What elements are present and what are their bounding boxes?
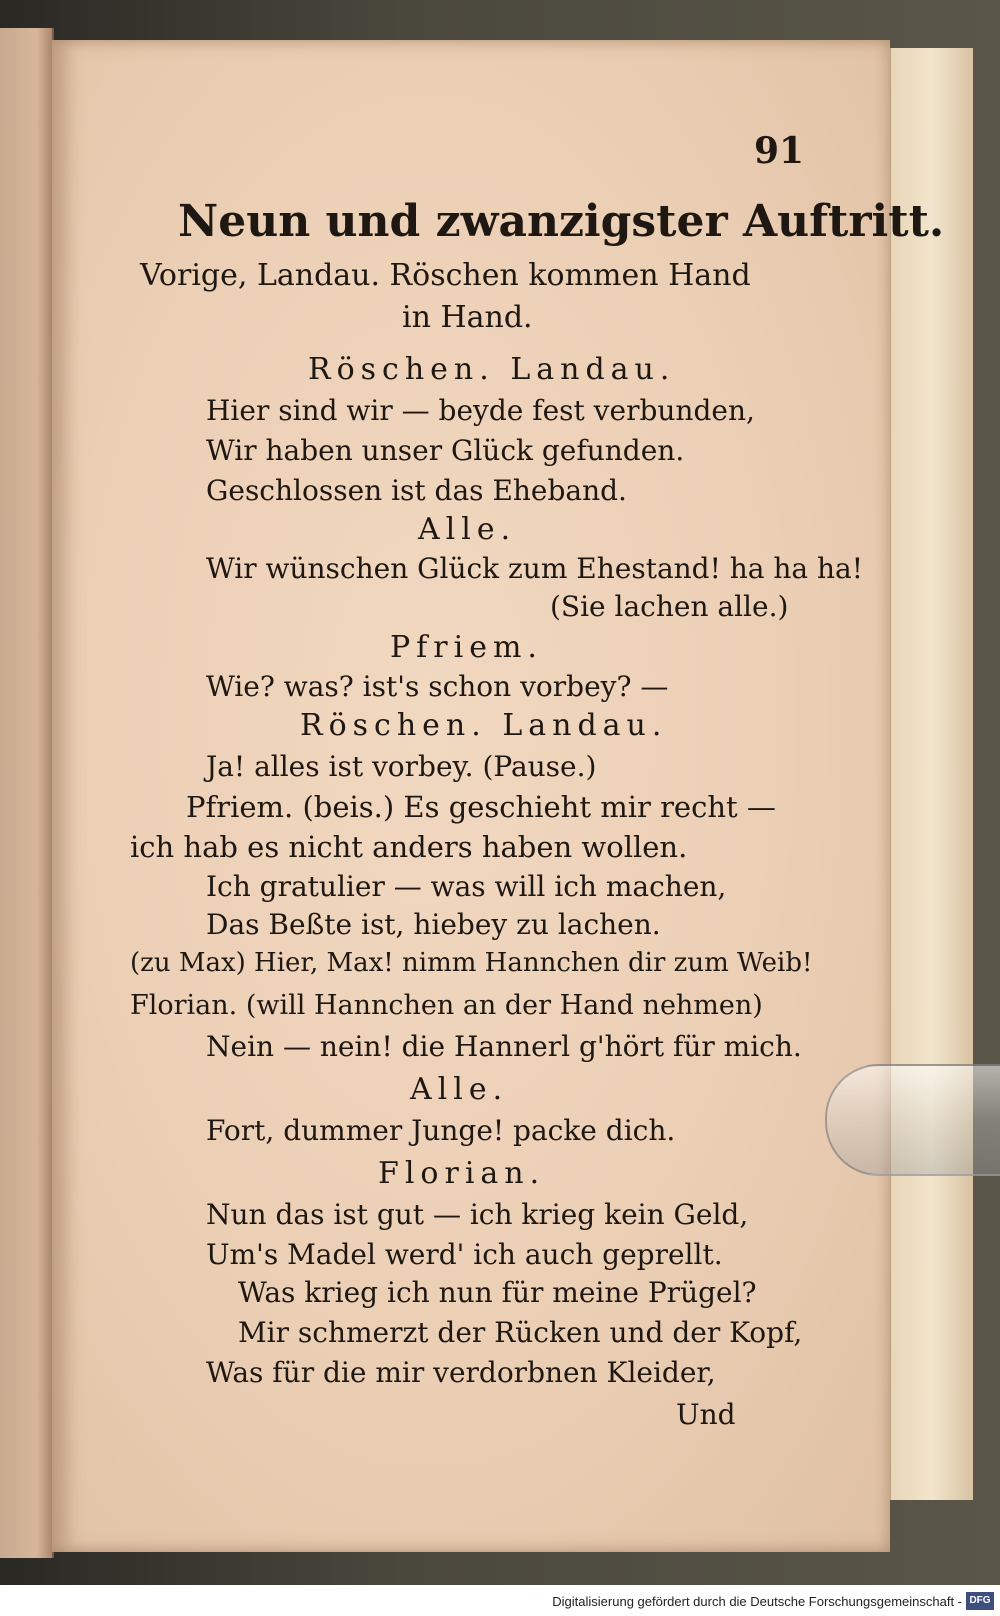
verse-line: Das Beßte ist, hiebey zu lachen. [206,908,661,941]
speaker-name: Florian. [378,1156,546,1191]
page-number: 91 [754,130,805,172]
verse-line: Wie? was? ist's schon vorbey? — [206,670,669,703]
catchword: Und [676,1398,736,1431]
stage-direction: Vorige, Landau. Röschen kommen Hand [140,258,751,293]
verse-line: Ich gratulier — was will ich machen, [206,870,727,903]
verse-line: Geschlossen ist das Eheband. [206,474,627,507]
verse-line: Nun das ist gut — ich krieg kein Geld, [206,1198,749,1231]
verse-line: Nein — nein! die Hannerl g'hört für mich. [206,1030,802,1063]
verse-line: Florian. (will Hannchen an der Hand nehmen) [130,990,763,1021]
page-block-edge [890,48,973,1500]
stage-direction: (Sie lachen alle.) [550,590,789,623]
verse-line: Mir schmerzt der Rücken und der Kopf, [238,1316,803,1349]
speaker-name: Röschen. Landau. [308,352,676,387]
speaker-name: Röschen. Landau. [300,708,668,743]
verse-line: Wir wünschen Glück zum Ehestand! ha ha ha! [206,552,863,585]
verse-line: Was für die mir verdorbnen Kleider, [206,1356,716,1389]
verse-line: Pfriem. (beis.) Es geschieht mir recht — [186,790,776,824]
verse-line: (zu Max) Hier, Max! nimm Hannchen dir zum Weib! [130,948,813,978]
facing-page-edge [0,28,54,1558]
verse-line: Fort, dummer Junge! packe dich. [206,1114,676,1147]
verse-line: Ja! alles ist vorbey. (Pause.) [206,750,597,783]
speaker-name: Alle. [410,1072,509,1107]
dfg-logo: DFG [966,1592,994,1610]
verse-line: Um's Madel werd' ich auch geprellt. [206,1238,723,1271]
scene-heading: Neun und zwanzigster Auftritt. [178,196,945,247]
verse-line: ich hab es nicht anders haben wollen. [130,830,688,864]
verse-line: Hier sind wir — beyde fest verbunden, [206,394,755,427]
stage-direction: in Hand. [402,300,533,335]
page-clip [825,1064,1000,1176]
speaker-name: Alle. [418,512,517,547]
speaker-name: Pfriem. [390,630,543,665]
funding-credit: Digitalisierung gefördert durch die Deutsche Forschungsgemeinschaft - [552,1594,962,1609]
verse-line: Wir haben unser Glück gefunden. [206,434,685,467]
verse-line: Was krieg ich nun für meine Prügel? [238,1276,757,1309]
